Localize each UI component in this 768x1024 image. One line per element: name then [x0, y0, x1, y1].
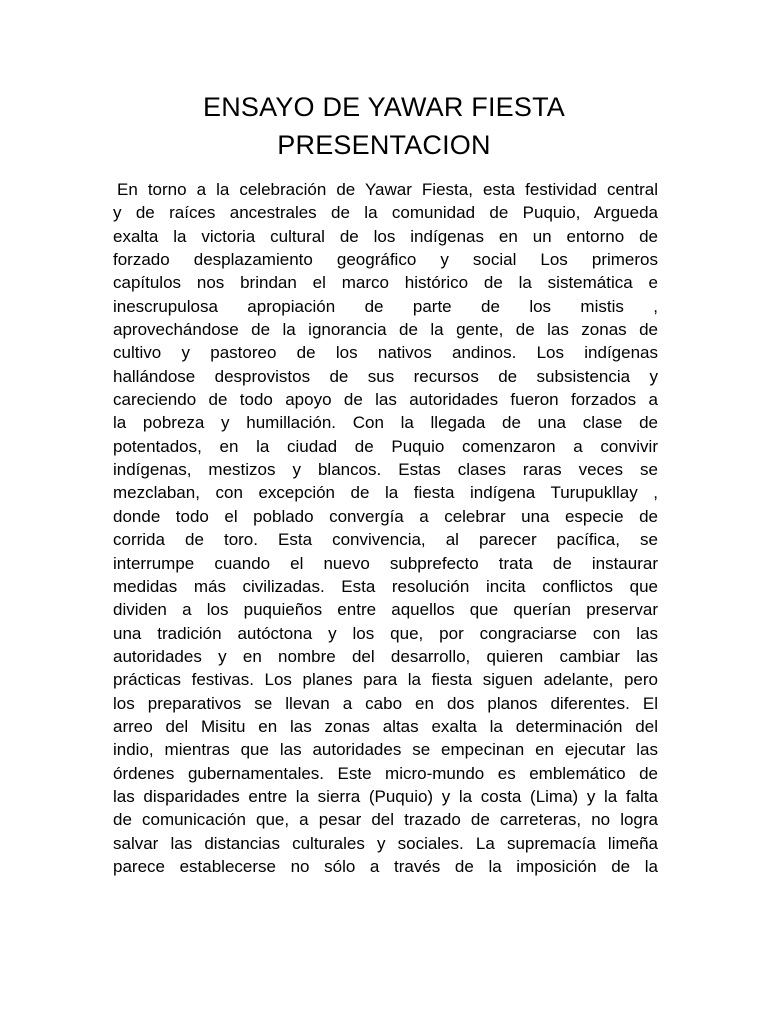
document-subtitle: PRESENTACION [277, 130, 491, 160]
paragraph-line: capítulos nos brindan el marco histórico de la sistemática e [113, 273, 658, 293]
paragraph-line: los preparativos se llevan a cabo en dos planos diferentes. El [113, 693, 658, 713]
paragraph-line: las disparidades entre la sierra (Puquio) y la costa (Lima) y la falta [113, 786, 658, 806]
paragraph-line: arreo del Misitu en las zonas altas exalta la determinación del [113, 716, 658, 736]
paragraph-line: interrumpe cuando el nuevo subprefecto trata de instaurar [113, 553, 658, 573]
paragraph-line: careciendo de todo apoyo de las autoridades fueron forzados a [113, 390, 658, 410]
paragraph-line: corrida de toro. Esta convivencia, al parecer pacífica, se [113, 530, 658, 550]
document-title: ENSAYO DE YAWAR FIESTA [203, 92, 565, 122]
paragraph-line: autoridades y en nombre del desarrollo, quieren cambiar las [113, 646, 658, 666]
paragraph-line: una tradición autóctona y los que, por congraciarse con las [113, 623, 658, 643]
paragraph-line: exalta la victoria cultural de los indígenas en un entorno de [113, 226, 658, 246]
paragraph-line: indígenas, mestizos y blancos. Estas clases raras veces se [113, 460, 658, 480]
paragraph-line: cultivo y pastoreo de los nativos andinos. Los indígenas [113, 343, 658, 363]
paragraph-line: hallándose desprovistos de sus recursos de subsistencia y [113, 366, 658, 386]
paragraph-line: dividen a los puquieños entre aquellos que querían preservar [113, 600, 658, 620]
paragraph-line: parece establecerse no sólo a través de la imposición de la [113, 856, 658, 876]
paragraph-line: potentados, en la ciudad de Puquio comenzaron a convivir [113, 436, 658, 456]
paragraph-line: órdenes gubernamentales. Este micro-mundo es emblemático de [113, 763, 658, 783]
paragraph-line: inescrupulosa apropiación de parte de los mistis , [113, 296, 658, 316]
essay-paragraph [113, 178, 658, 878]
paragraph-line: la pobreza y humillación. Con la llegada de una clase de [113, 413, 658, 433]
paragraph-line: forzado desplazamiento geográfico y social Los primeros [113, 250, 658, 270]
paragraph-line: mezclaban, con excepción de la fiesta indígena Turupukllay , [113, 483, 658, 503]
document-heading [0, 88, 768, 164]
paragraph-line: indio, mientras que las autoridades se empecinan en ejecutar las [113, 740, 658, 760]
paragraph-line: En torno a la celebración de Yawar Fiesta, esta festividad central [117, 180, 658, 199]
paragraph-line: prácticas festivas. Los planes para la fiesta siguen adelante, pero [113, 670, 658, 690]
paragraph-line: aprovechándose de la ignorancia de la gente, de las zonas de [113, 320, 658, 340]
paragraph-line: donde todo el poblado convergía a celebrar una especie de [113, 506, 658, 526]
paragraph-line: y de raíces ancestrales de la comunidad de Puquio, Argueda [113, 203, 658, 223]
paragraph-line: medidas más civilizadas. Esta resolución incita conflictos que [113, 576, 658, 596]
paragraph-line: de comunicación que, a pesar del trazado de carreteras, no logra [113, 810, 658, 830]
paragraph-line: salvar las distancias culturales y sociales. La supremacía limeña [113, 833, 658, 853]
